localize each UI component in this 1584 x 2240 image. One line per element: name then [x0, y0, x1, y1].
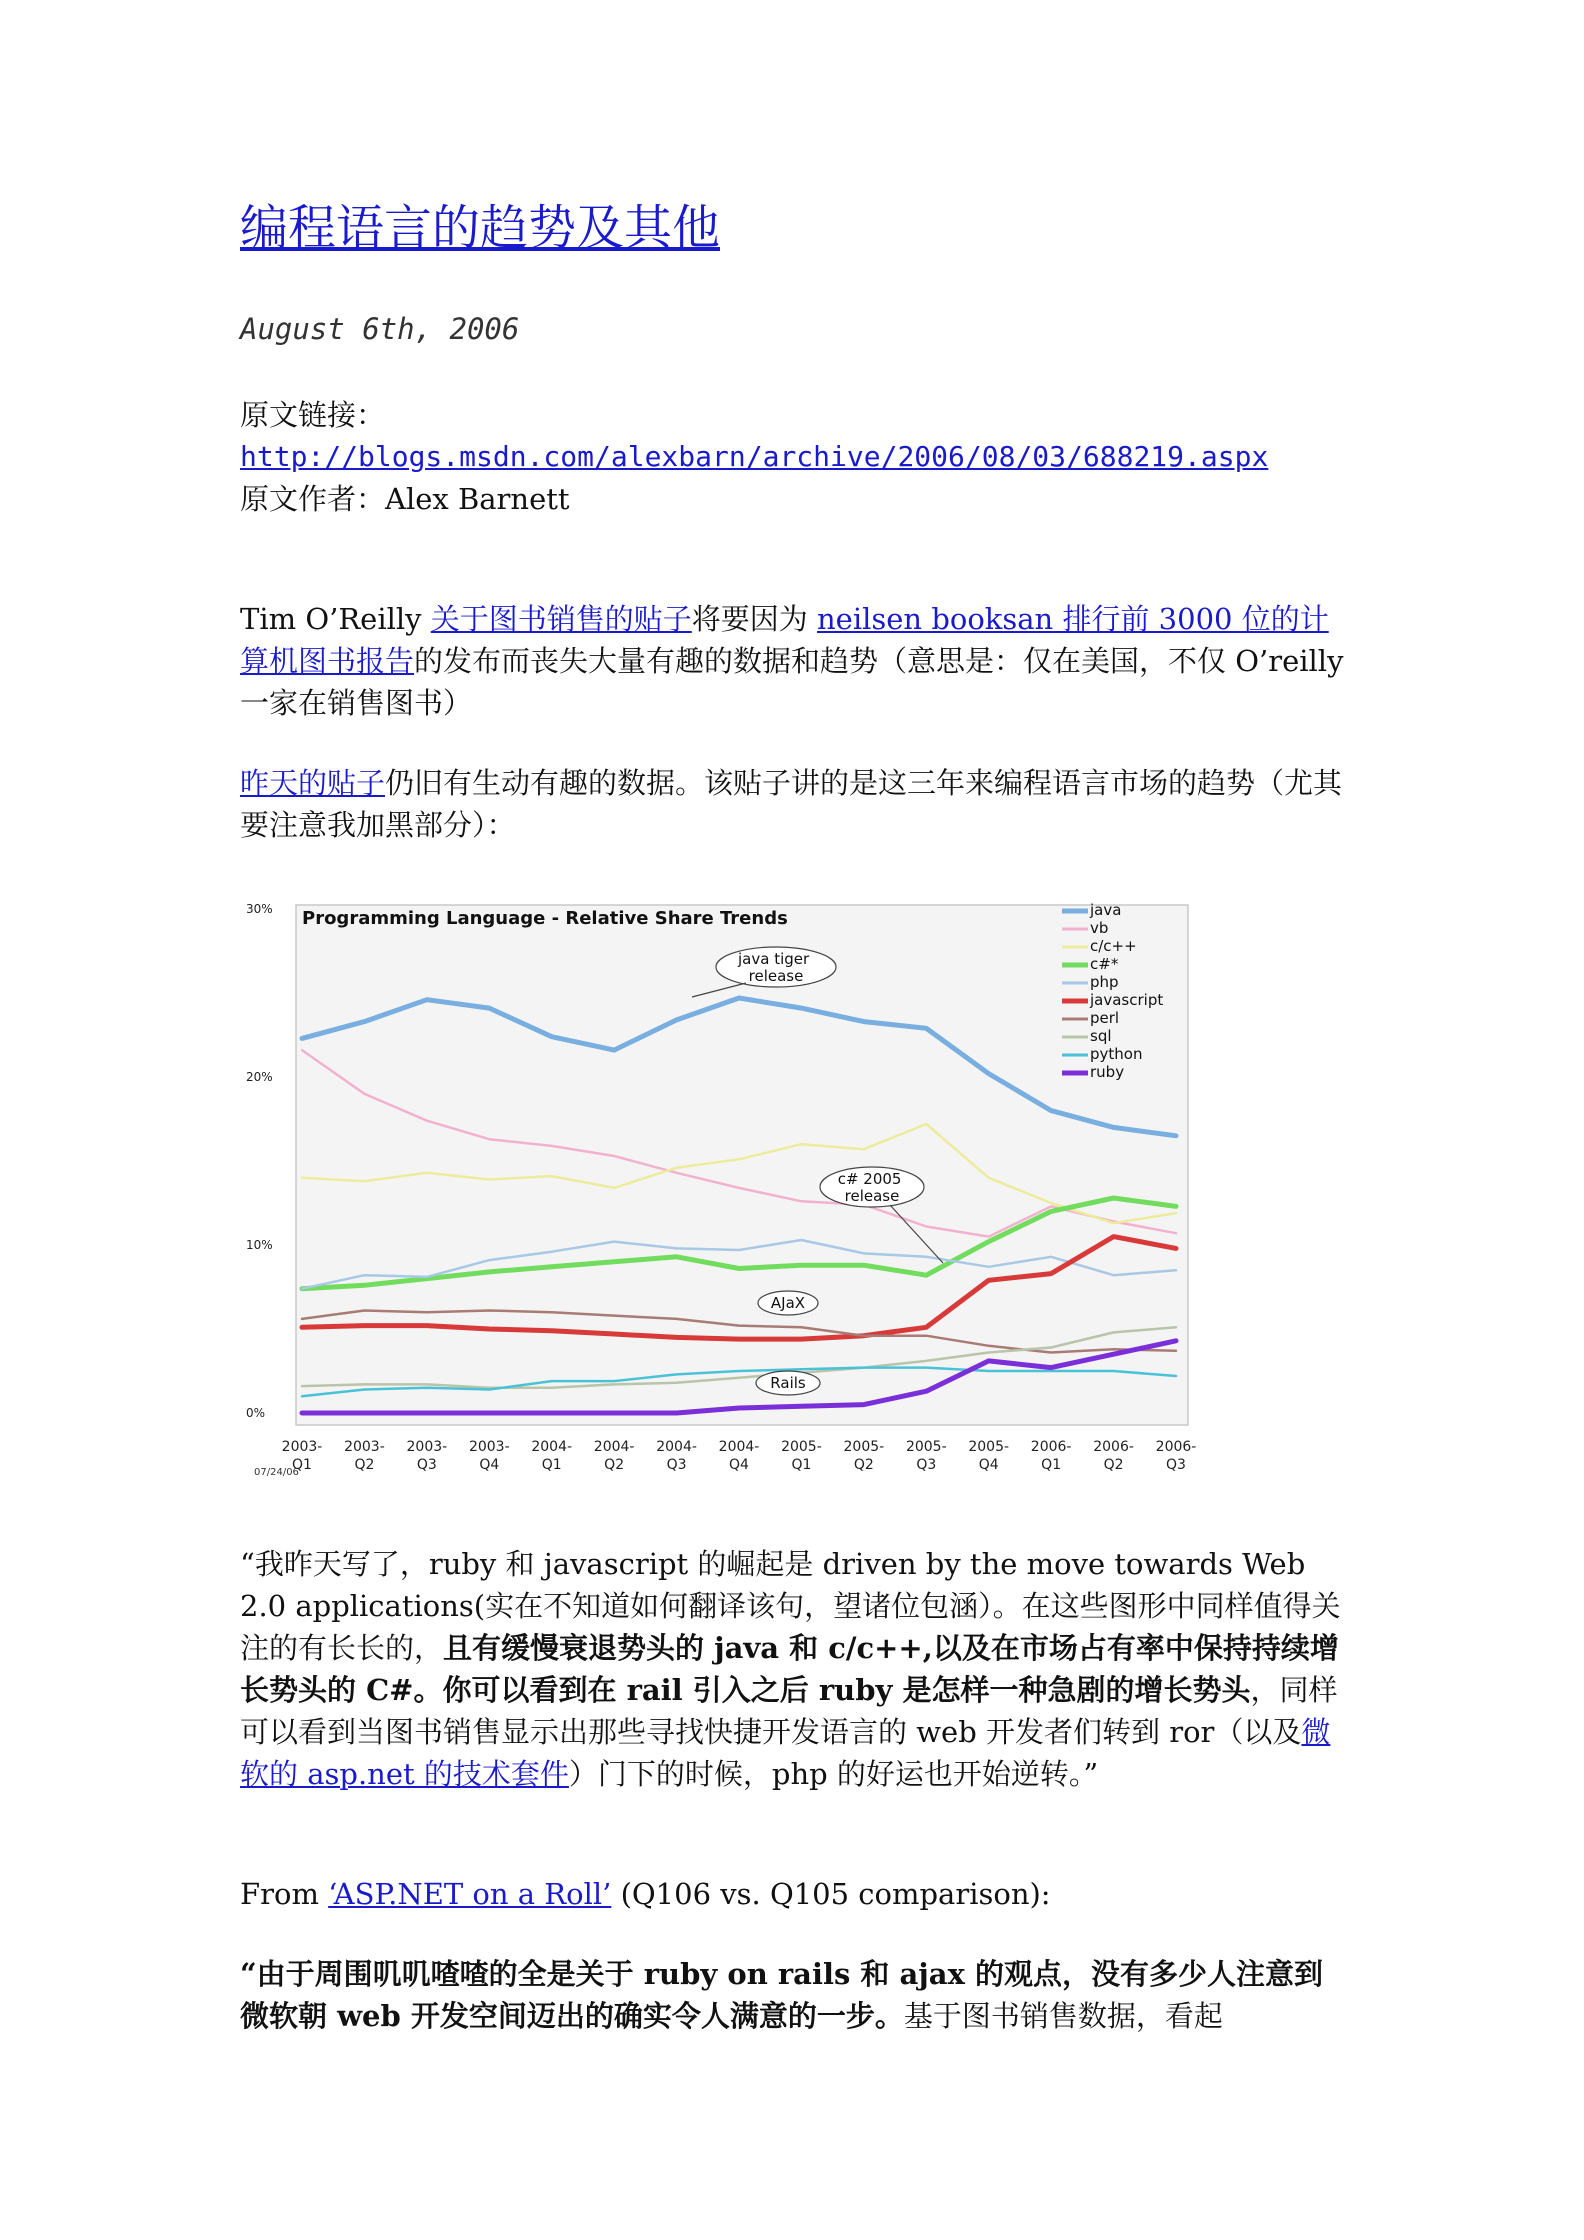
para1-text-a: Tim O’Reilly: [240, 602, 431, 636]
quote1-text-c: ）门下的时候，php 的好运也开始逆转。”: [568, 1757, 1099, 1791]
paragraph-1: [240, 598, 1350, 724]
legend-label: sql: [1090, 1027, 1112, 1045]
y-tick-label: 20%: [246, 1070, 273, 1084]
y-axis: [246, 902, 273, 1420]
rails-label: Rails: [770, 1374, 806, 1392]
source-url[interactable]: [240, 436, 1350, 478]
x-tick-label: 2006-Q3: [1155, 1439, 1197, 1473]
x-tick-label: 2004-Q1: [531, 1439, 573, 1473]
x-tick-label: 2003-Q1: [281, 1439, 323, 1473]
x-tick-label: 2006-Q1: [1030, 1439, 1072, 1473]
from-suffix: (Q106 vs. Q105 comparison):: [611, 1877, 1051, 1911]
y-tick-label: 0%: [246, 1406, 266, 1420]
tim-oreilly-post-link[interactable]: 关于图书销售的贴子: [430, 602, 692, 636]
x-axis: [282, 1439, 1197, 1473]
article-title-link[interactable]: 编程语言的趋势及其他: [240, 200, 721, 256]
legend-label: ruby: [1090, 1063, 1125, 1081]
author-line: 原文作者：Alex Barnett: [240, 482, 570, 516]
x-tick-label: 2005-Q3: [905, 1439, 947, 1473]
x-tick-label: 2005-Q2: [843, 1439, 885, 1473]
aspnet-on-a-roll-link[interactable]: ‘ASP.NET on a Roll’: [328, 1877, 612, 1911]
legend-label: java: [1090, 901, 1122, 919]
language-trends-chart: [240, 885, 1200, 1495]
para1-text-b: 将要因为: [691, 602, 817, 636]
annotation-ajax: [758, 1291, 818, 1315]
x-tick-label: 2004-Q4: [718, 1439, 760, 1473]
legend-label: vb: [1090, 919, 1109, 937]
legend-label: perl: [1090, 1009, 1120, 1027]
chart-title: Programming Language - Relative Share Trends: [302, 908, 788, 929]
legend-label: php: [1090, 973, 1119, 991]
y-tick-label: 30%: [246, 902, 273, 916]
csharp-2005-text: [838, 1170, 907, 1205]
chart-svg: [240, 885, 1200, 1495]
yesterday-post-link[interactable]: 昨天的贴子: [240, 766, 386, 800]
legend-label: c#*: [1090, 955, 1119, 973]
quote1-text-b: ，同样可以看到当图书销售显示出那些寻找快捷开发语言的 web 开发者们转到 ror（以及: [240, 1673, 1338, 1749]
java-tiger-line-2: release: [748, 967, 804, 985]
para1-text-c: 的发布而丧失大量有趣的数据和趋势（意思是：仅在美国，不仅 O’reilly 一家在销售图书）: [240, 644, 1344, 720]
quote2-bold: “由于周围叽叽喳喳的全是关于 ruby on rails 和 ajax 的观点，没有多少人注意到微软朝 web 开发空间迈出的确实令人满意的一步。: [240, 1957, 1323, 2033]
y-tick-label: 10%: [246, 1238, 273, 1252]
quote1-text-a: “我昨天写了，ruby 和 javascript 的崛起是 driven by the move towards Web 2.0 applications(实在不知道如何翻译该句，望诸位包涵）。在这些图形中同样值得关注的有长长的，: [240, 1547, 1341, 1665]
x-tick-label: 2003-Q2: [344, 1439, 385, 1473]
quote-2: [240, 1953, 1350, 2037]
legend-label: c/c++: [1090, 937, 1137, 955]
post-date: August 6th, 2006: [240, 312, 520, 346]
x-tick-label: 2005-Q4: [968, 1439, 1010, 1473]
legend-label: javascript: [1090, 991, 1164, 1009]
from-prefix: From: [240, 1877, 329, 1911]
ajax-label: AJaX: [770, 1294, 806, 1312]
ms-aspnet-link[interactable]: 微软的 asp.net 的技术套件: [240, 1715, 1331, 1791]
neilsen-report-link[interactable]: neilsen booksan 排行前 3000 位的计算机图书报告: [240, 602, 1329, 678]
source-url-link[interactable]: http://blogs.msdn.com/alexbarn/archive/2006/08/03/688219.aspx: [240, 440, 1269, 473]
article-title[interactable]: [240, 198, 720, 258]
java-tiger-text: [737, 950, 814, 985]
source-label: 原文链接：: [240, 398, 386, 432]
para2-text: 仍旧有生动有趣的数据。该贴子讲的是这三年来编程语言市场的趋势（尤其要注意我加黑部分）：: [240, 766, 1343, 842]
chart-footnote: 07/24/06: [254, 1467, 299, 1478]
x-tick-label: 2003-Q3: [406, 1439, 448, 1473]
x-tick-label: 2006-Q2: [1093, 1439, 1134, 1473]
from-line: [240, 1873, 1350, 1915]
x-tick-label: 2003-Q4: [468, 1439, 510, 1473]
x-tick-label: 2004-Q2: [593, 1439, 635, 1473]
csharp-2005-line-2: release: [844, 1187, 900, 1205]
x-tick-label: 2004-Q3: [656, 1439, 697, 1473]
legend-label: python: [1090, 1045, 1143, 1063]
paragraph-2: [240, 762, 1350, 846]
java-tiger-line-1: java tiger: [738, 950, 810, 968]
quote2-text: 基于图书销售数据，看起: [903, 1999, 1223, 2033]
quote1-bold: 且有缓慢衰退势头的 java 和 c/c++,以及在市场占有率中保持持续增长势头的 C#。你可以看到在 rail 引入之后 ruby 是怎样一种急剧的增长势头: [240, 1631, 1339, 1707]
quote-1: [240, 1543, 1350, 1795]
csharp-2005-line-1: c# 2005: [837, 1170, 902, 1188]
annotation-rails: [756, 1371, 820, 1395]
x-tick-label: 2005-Q1: [781, 1439, 822, 1473]
